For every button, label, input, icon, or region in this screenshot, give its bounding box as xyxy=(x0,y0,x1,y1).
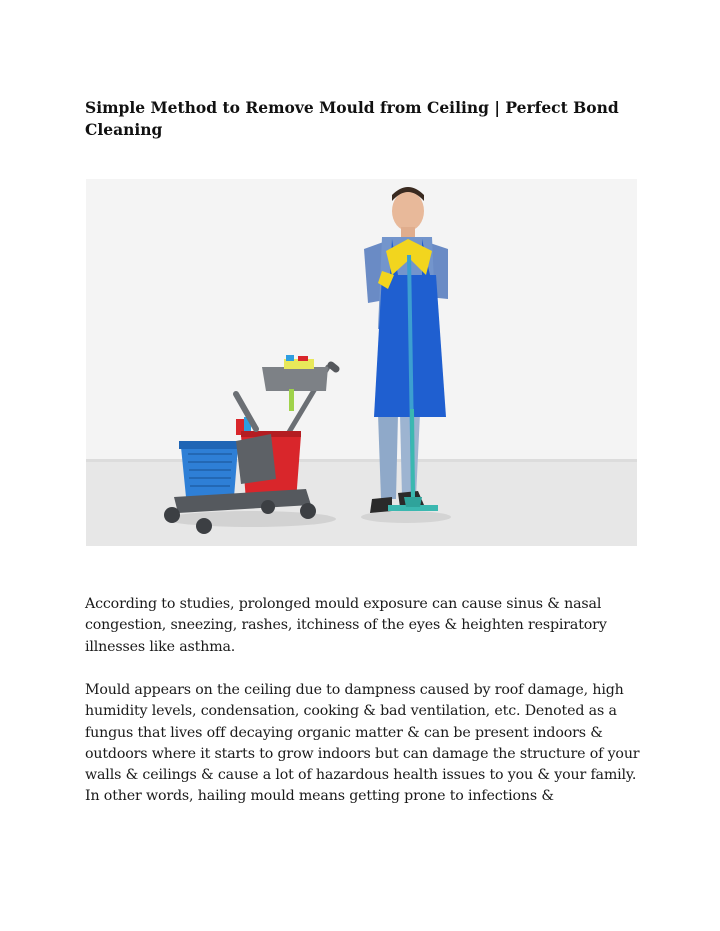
document-title: Simple Method to Remove Mould from Ceiling | Perfect Bond Cleaning xyxy=(85,98,619,139)
paragraph-mould-causes: Mould appears on the ceiling due to dampness caused by roof damage, high humidity levels, condensation, cooking & bad ventilation, etc. Denoted as a fungus that lives off decaying organic matter & can be present indoors & outdoors where it starts to grow indoors but can damage the structure of your walls & ceilings & cause a lot of hazardous health issues to you & your family. In other words, hailing mould means getting prone to infections & xyxy=(85,682,640,805)
paragraph-health-effects: According to studies, prolonged mould exposure can cause sinus & nasal congestion, sneezing, rashes, itchiness of the eyes & heighten respiratory illnesses like asthma. xyxy=(85,596,607,655)
hero-image-cleaner-with-cart xyxy=(86,179,637,546)
